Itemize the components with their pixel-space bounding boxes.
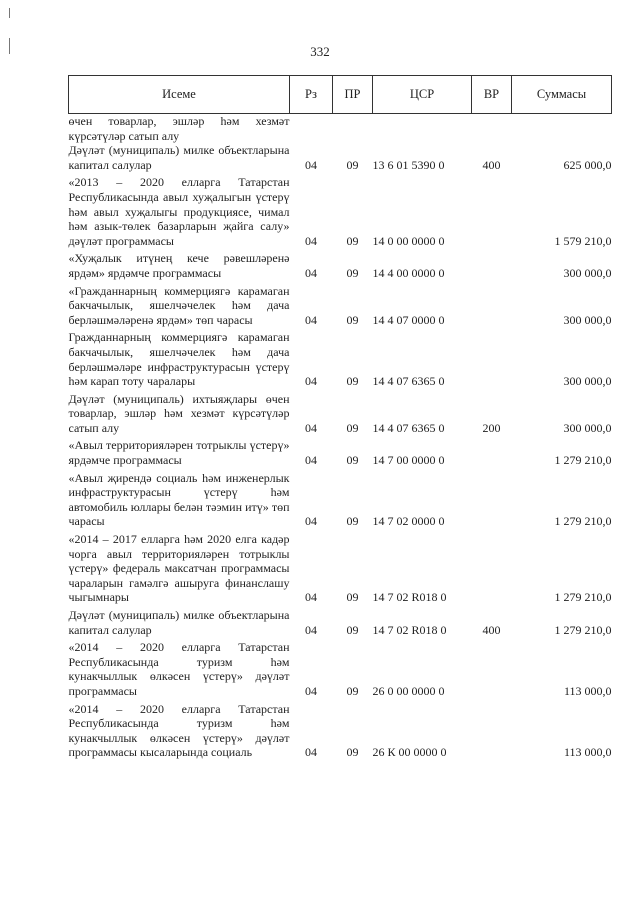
- row-sum: 625 000,0: [563, 157, 612, 172]
- row-pr: 09: [346, 590, 359, 605]
- table-row: [69, 640, 612, 701]
- table-row: [69, 471, 612, 532]
- table-row: [69, 532, 612, 608]
- row-vr: [472, 438, 512, 470]
- row-name: «2014 – 2020 елларга Татарстан Республикасында туризм һәм кунакчыллык өлкәсен үстерү» дәүләт программасы кысаларында социаль: [68, 701, 290, 760]
- row-csr: 14 7 02 0000 0: [372, 514, 445, 529]
- row-name: «Авыл җирендә социаль һәм инженерлык инфраструктурасын үстерү һәм автомобиль юллары белән тәэмин итү» төп чарасы: [68, 470, 290, 529]
- row-csr: [373, 114, 472, 144]
- row-csr: 14 7 02 R018 0: [372, 622, 447, 637]
- row-name: Дәүләт (муниципаль) ихтыяҗлары өчен товарлар, эшләр һәм хезмәт күрсәтүләр сатып алу: [68, 391, 290, 435]
- table-row: [69, 114, 612, 144]
- row-vr: 200: [482, 420, 501, 435]
- row-rz: 04: [305, 590, 317, 605]
- row-sum: 1 279 210,0: [554, 590, 612, 605]
- table-body: [69, 114, 612, 763]
- row-name: «Гражданнарның коммерциягә карамаган бакчачылык, яшелчәчелек һәм дача берләшмәләренә ярдәм» төп чарасы: [68, 283, 290, 327]
- page-number: 332: [310, 44, 330, 59]
- row-sum: 300 000,0: [563, 265, 612, 280]
- row-pr: 09: [346, 622, 359, 637]
- row-rz: 04: [305, 233, 317, 248]
- row-rz: 04: [305, 157, 317, 172]
- table-row: [69, 143, 612, 175]
- row-name: «2014 – 2017 елларга һәм 2020 елга кадәр чорга авыл территорияләрен тотрыклы үстерү» федераль максатчан программасы чараларын гамәлгә ашыруга финанслашу чыгымнары: [68, 532, 290, 605]
- row-csr: 14 0 00 0000 0: [372, 233, 445, 248]
- row-rz: 04: [305, 683, 317, 698]
- budget-table: [68, 75, 612, 763]
- table-row: [69, 251, 612, 283]
- table-row: [69, 284, 612, 331]
- row-rz: 04: [305, 312, 317, 327]
- row-sum: 113 000,0: [563, 745, 612, 760]
- row-pr: 09: [346, 745, 359, 760]
- table-row: [69, 702, 612, 763]
- row-csr: 14 4 00 0000 0: [372, 265, 445, 280]
- row-rz: 04: [305, 374, 317, 389]
- row-rz: 04: [305, 420, 317, 435]
- row-pr: 09: [346, 265, 359, 280]
- row-name: Дәүләт (муниципаль) милке объектларына капитал салулар: [68, 143, 290, 172]
- row-csr: 26 0 00 0000 0: [372, 683, 445, 698]
- row-pr: 09: [346, 514, 359, 529]
- row-rz: 04: [305, 622, 317, 637]
- row-csr: 13 6 01 5390 0: [372, 157, 445, 172]
- row-name: өчен товарлар, эшләр һәм хезмәт күрсәтүләр сатып алу: [68, 114, 290, 143]
- row-pr: [333, 114, 373, 144]
- row-rz: 04: [305, 453, 317, 468]
- row-vr: [472, 175, 512, 251]
- row-rz: 04: [305, 265, 317, 280]
- margin-mark-top: [9, 8, 10, 18]
- header-vr: ВР: [472, 76, 512, 114]
- row-csr: 14 4 07 0000 0: [372, 312, 445, 327]
- header-name: Исеме: [69, 76, 290, 114]
- header-csr: ЦСР: [373, 76, 472, 114]
- table-row: [69, 608, 612, 640]
- row-name: «Авыл территорияләрен тотрыклы үстерү» ярдәмче программасы: [68, 438, 290, 468]
- row-pr: 09: [346, 683, 359, 698]
- row-name: «2013 – 2020 елларга Татарстан Республикасында авыл хуҗалыгын үстерү һәм авыл хуҗалыгы продукциясе, чимал һәм азык-төлек базарларын җайга салу» дәүләт программасы: [68, 175, 290, 248]
- table-row: [69, 392, 612, 439]
- table-row: [69, 330, 612, 391]
- row-sum: 1 279 210,0: [554, 514, 612, 529]
- row-sum: 1 279 210,0: [554, 622, 612, 637]
- header-sum: Суммасы: [512, 76, 612, 114]
- row-vr: 400: [482, 157, 501, 172]
- row-pr: 09: [346, 420, 359, 435]
- row-vr: [472, 532, 512, 608]
- row-csr: 14 7 02 R018 0: [372, 590, 447, 605]
- row-name: «Хуҗалык итүнең кече рәвешләренә ярдәм» ярдәмче программасы: [68, 251, 290, 280]
- row-csr: 14 4 07 6365 0: [372, 420, 445, 435]
- row-rz: [290, 114, 333, 144]
- row-sum: 113 000,0: [563, 683, 612, 698]
- row-sum: 300 000,0: [563, 420, 612, 435]
- row-sum: 1 279 210,0: [554, 453, 612, 468]
- row-pr: 09: [346, 453, 359, 468]
- row-vr: [472, 471, 512, 532]
- row-csr: 14 7 00 0000 0: [372, 453, 445, 468]
- row-vr: [472, 702, 512, 763]
- table-row: [69, 438, 612, 470]
- header-row: [69, 76, 612, 114]
- row-vr: [472, 251, 512, 283]
- row-sum: [512, 114, 612, 144]
- row-sum: 300 000,0: [563, 312, 612, 327]
- row-csr: 14 4 07 6365 0: [372, 374, 445, 389]
- row-name: Гражданнарның коммерциягә карамаган бакчачылык, яшелчәчелек һәм дача берләшмәләре инфраструктурасын үстерү һәм карап тоту чаралары: [68, 330, 290, 389]
- row-pr: 09: [346, 157, 359, 172]
- row-pr: 09: [346, 233, 359, 248]
- header-rz: Рз: [290, 76, 333, 114]
- row-vr: 400: [482, 622, 501, 637]
- header-pr: ПР: [333, 76, 373, 114]
- row-name: Дәүләт (муниципаль) милке объектларына капитал салулар: [68, 608, 290, 637]
- row-vr: [472, 330, 512, 391]
- table-row: [69, 175, 612, 251]
- row-csr: 26 К 00 0000 0: [372, 745, 447, 760]
- row-vr: [472, 114, 512, 144]
- row-pr: 09: [346, 312, 359, 327]
- row-vr: [472, 640, 512, 701]
- row-sum: 1 579 210,0: [554, 233, 612, 248]
- row-sum: 300 000,0: [563, 374, 612, 389]
- row-pr: 09: [346, 374, 359, 389]
- table-header: [69, 76, 612, 114]
- row-rz: 04: [305, 514, 317, 529]
- row-vr: [472, 284, 512, 331]
- row-rz: 04: [305, 745, 317, 760]
- row-name: «2014 – 2020 елларга Татарстан Республикасында туризм һәм кунакчыллык өлкәсен үстерү» дәүләт программасы: [68, 640, 290, 698]
